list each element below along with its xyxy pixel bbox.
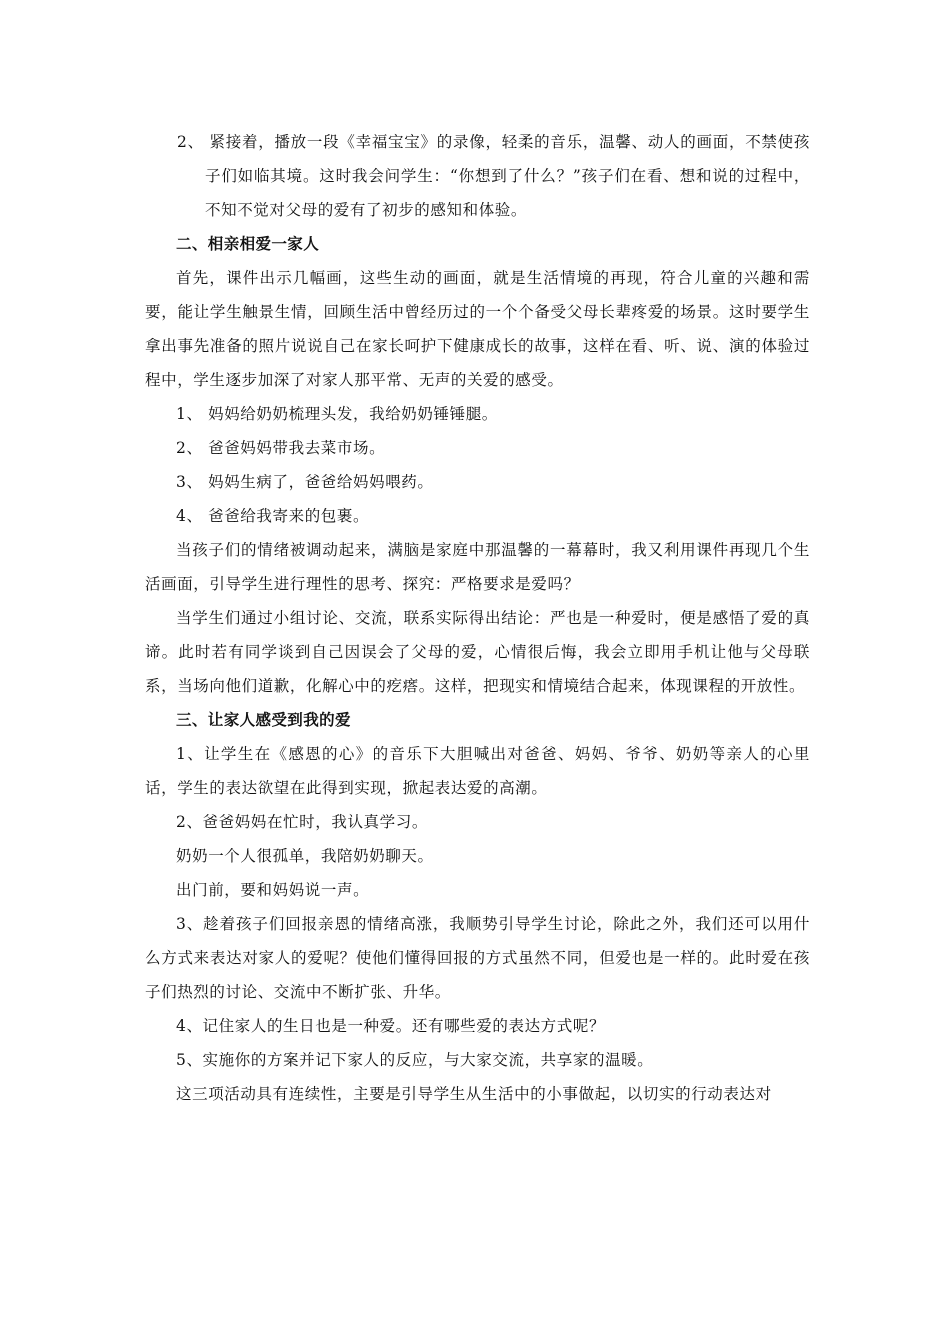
paragraph-plan: 5、实施你的方案并记下家人的反应，与大家交流，共享家的温暖。 <box>176 1051 654 1069</box>
list-item-3: 3、 妈妈生病了，爸爸给妈妈喂药。 <box>176 473 434 491</box>
paragraph-repay: 3、趁着孩子们回报亲恩的情绪高涨，我顺势引导学生讨论，除此之外，我们还可以用什么方式来表达对家人的爱呢？使他们懂得回报的方式虽然不同，但爱也是一样的。此时爱在孩子们热烈的讨论、交流中不断扩张、升华。 <box>145 915 810 1001</box>
paragraph-discussion: 当学生们通过小组讨论、交流，联系实际得出结论：严也是一种爱时，便是感悟了爱的真谛。此时若有同学谈到自己因误会了父母的爱，心情很后悔，我会立即用手机让他与父母联系，当场向他们道歉，化解心中的疙瘩。这样，把现实和情境结合起来，体现课程的开放性。 <box>145 609 810 695</box>
paragraph-grateful-heart: 1、让学生在《感恩的心》的音乐下大胆喊出对爸爸、妈妈、爷爷、奶奶等亲人的心里话，学生的表达欲望在此得到实现，掀起表达爱的高潮。 <box>145 745 810 797</box>
paragraph-emotion: 当孩子们的情绪被调动起来，满脑是家庭中那温馨的一幕幕时，我又利用课件再现几个生活画面，引导学生进行理性的思考、探究：严格要求是爱吗？ <box>145 541 810 593</box>
document-body <box>145 125 810 1111</box>
paragraph-courseware-intro: 首先，课件出示几幅画，这些生动的画面，就是生活情境的再现，符合儿童的兴趣和需要，能让学生触景生情，回顾生活中曾经历过的一个个备受父母长辈疼爱的场景。这时要学生拿出事先准备的照片说说自己在家长呵护下健康成长的故事，这样在看、听、说、演的体验过程中，学生逐步加深了对家人那平常、无声的关爱的感受。 <box>145 269 810 389</box>
section-heading-2: 二、相亲相爱一家人 <box>176 235 320 253</box>
paragraph-grandma: 奶奶一个人很孤单，我陪奶奶聊天。 <box>176 847 434 865</box>
section-heading-3: 三、让家人感受到我的爱 <box>176 711 351 729</box>
list-item-1: 1、 妈妈给奶奶梳理头发，我给奶奶锤锤腿。 <box>176 405 498 423</box>
paragraph-item-2-video: 2、 紧接着，播放一段《幸福宝宝》的录像，轻柔的音乐，温馨、动人的画面，不禁使孩子们如临其境。这时我会问学生：“你想到了什么？”孩子们在看、想和说的过程中，不知不觉对父母的爱有了初步的感知和体验。 <box>177 133 810 219</box>
paragraph-going-out: 出门前，要和妈妈说一声。 <box>176 881 370 899</box>
list-item-2: 2、 爸爸妈妈带我去菜市场。 <box>176 439 386 457</box>
paragraph-birthday: 4、记住家人的生日也是一种爱。还有哪些爱的表达方式呢？ <box>176 1017 606 1035</box>
list-item-4: 4、 爸爸给我寄来的包裹。 <box>176 507 370 525</box>
paragraph-study: 2、爸爸妈妈在忙时，我认真学习。 <box>176 813 428 831</box>
paragraph-continuity: 这三项活动具有连续性，主要是引导学生从生活中的小事做起，以切实的行动表达对 <box>176 1085 772 1103</box>
